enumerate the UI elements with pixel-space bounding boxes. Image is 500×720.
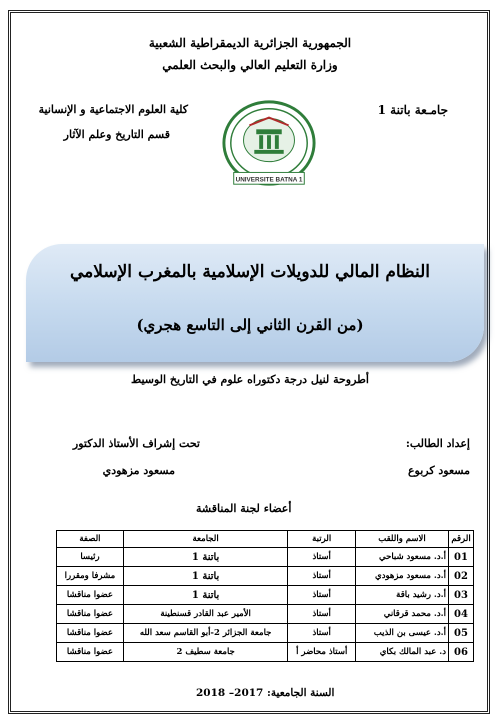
faculty-name: كلية العلوم الاجتماعية و الإنسانية: [38, 103, 188, 116]
header-rank: الرتبة: [288, 531, 356, 548]
member-university: جامعة سطيف 2: [123, 643, 287, 662]
row-number: 06: [449, 643, 474, 662]
student-label: إعداد الطالب:: [405, 437, 470, 450]
supervisor-label: تحت إشراف الأستاذ الدكتور: [72, 437, 200, 450]
member-name: أ.د. عيسى بن الذيب: [356, 624, 449, 643]
header-university: الجامعة: [123, 531, 287, 548]
thesis-title: النظام المالي للدويلات الإسلامية بالمغرب الإسلامي: [69, 262, 431, 282]
committee-title: أعضاء لجنة المناقشة: [196, 502, 292, 515]
university-logo: [220, 96, 318, 194]
member-name: أ.د. مسعود مزهودي: [356, 567, 449, 586]
thesis-note: أطروحة لنيل درجة دكتوراه علوم في التاريخ الوسيط: [131, 373, 369, 386]
row-number: 05: [449, 624, 474, 643]
member-role: عضوا مناقشا: [57, 586, 124, 605]
member-name: أ.د. مسعود شباحي: [356, 548, 449, 567]
member-role: عضوا مناقشا: [57, 624, 124, 643]
member-role: مشرفا ومقررا: [57, 567, 124, 586]
member-university: باتنة 1: [123, 548, 287, 567]
logo-text: UNIVERSITE BATNA 1: [235, 176, 303, 184]
member-university: باتنة 1: [123, 567, 287, 586]
member-rank: أستاذ: [288, 548, 356, 567]
university-name: جامـعة باتنة 1: [377, 103, 448, 117]
row-number: 01: [449, 548, 474, 567]
row-number: 02: [449, 567, 474, 586]
member-rank: أستاذ: [288, 567, 356, 586]
member-role: عضوا مناقشا: [57, 643, 124, 662]
table-row: [57, 548, 474, 567]
jury-header-row: [57, 531, 474, 548]
member-role: عضوا مناقشا: [57, 605, 124, 624]
table-row: [57, 643, 474, 662]
table-row: [57, 605, 474, 624]
header-number: الرقم: [449, 531, 474, 548]
member-rank: أستاذ: [288, 586, 356, 605]
republic-header: الجمهورية الجزائرية الديمقراطية الشعبية: [148, 36, 352, 50]
header-name: الاسم واللقب: [356, 531, 449, 548]
member-university: الأمير عبد القادر قسنطينة: [123, 605, 287, 624]
department-name: قسم التاريخ وعلم الآثار: [63, 128, 170, 141]
student-name: مسعود كربوع: [407, 464, 470, 477]
member-rank: أستاذ محاضر أ: [288, 643, 356, 662]
table-row: [57, 567, 474, 586]
member-role: رئيسا: [57, 548, 124, 567]
jury-table: [56, 530, 474, 662]
row-number: 04: [449, 605, 474, 624]
member-name: د. عبد المالك بكاي: [356, 643, 449, 662]
member-rank: أستاذ: [288, 624, 356, 643]
member-name: أ.د. محمد قرقاني: [356, 605, 449, 624]
table-row: [57, 624, 474, 643]
ministry-header: وزارة التعليم العالي والبحث العلمي: [162, 58, 338, 72]
member-rank: أستاذ: [288, 605, 356, 624]
supervisor-name: مسعود مزهودي: [102, 464, 175, 477]
header-role: الصفة: [57, 531, 124, 548]
table-row: [57, 586, 474, 605]
member-university: باتنة 1: [123, 586, 287, 605]
member-university: جامعة الجزائر 2-أبو القاسم سعد الله: [123, 624, 287, 643]
thesis-subtitle: (من القرن الثاني إلى التاسع هجري): [136, 316, 364, 334]
academic-year: السنة الجامعية: 2017– 2018: [196, 687, 335, 699]
member-name: أ.د. رشيد باقة: [356, 586, 449, 605]
row-number: 03: [449, 586, 474, 605]
